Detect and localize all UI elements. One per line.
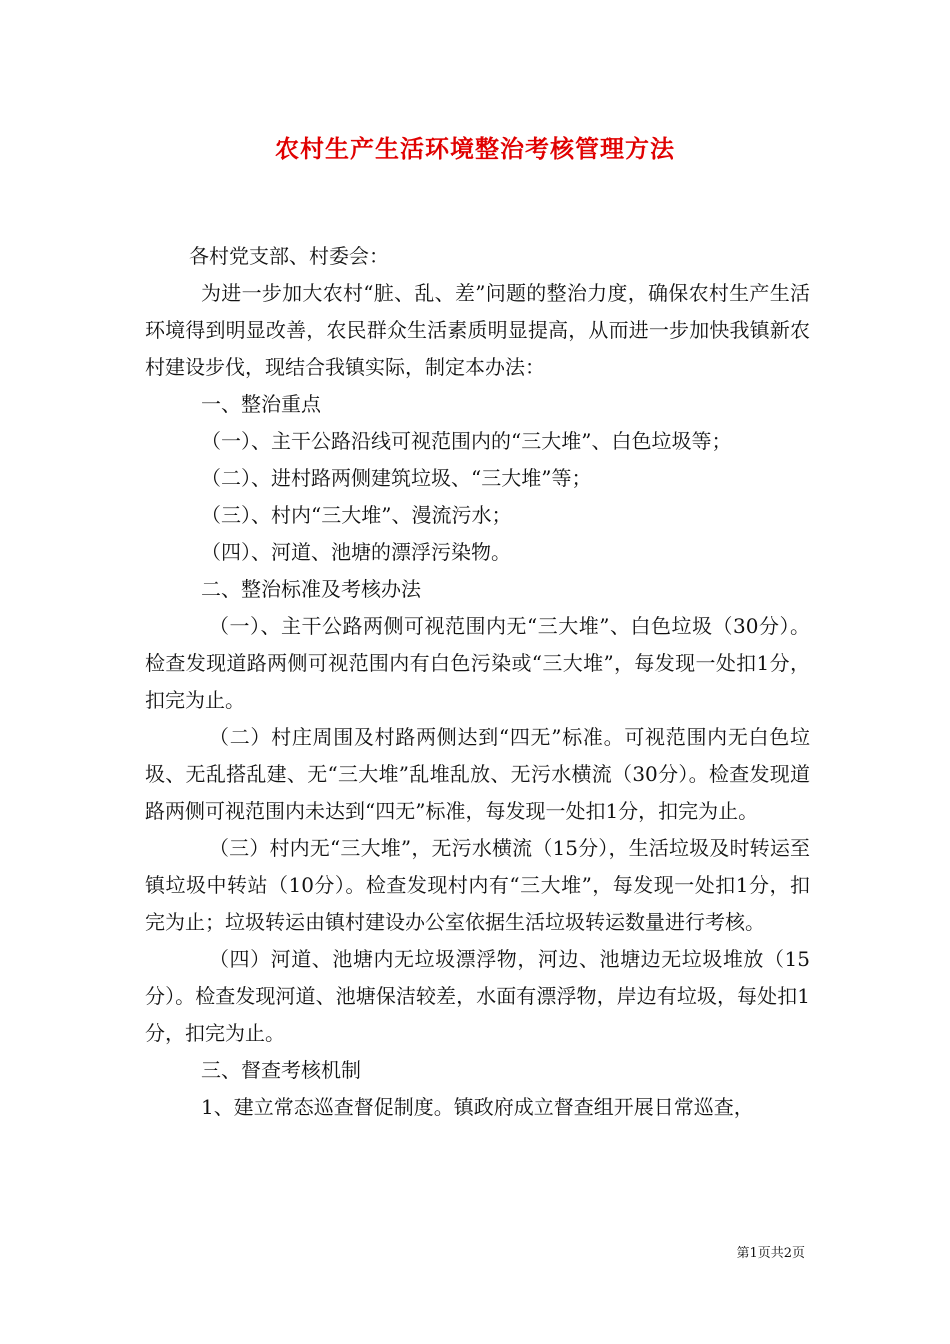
list-item-focus-4: （四）、河道、池塘的漂浮污染物。: [201, 540, 511, 564]
standard-paragraph-3: （三）村内无“三大堆”，无污水横流（15分），生活垃圾及时转运至镇垃圾中转站（10分）。检查发现村内有“三大堆”，每发现一处扣1分，扣完为止；垃圾转运由镇村建设办公室依据生活垃圾转运数量进行考核。: [145, 836, 810, 934]
standard-paragraph-4: （四）河道、池塘内无垃圾漂浮物，河边、池塘边无垃圾堆放（15分）。检查发现河道、池塘保洁较差，水面有漂浮物，岸边有垃圾，每处扣1分，扣完为止。: [145, 947, 810, 1045]
standard-paragraph-2: （二）村庄周围及村路两侧达到“四无”标准。可视范围内无白色垃圾、无乱搭乱建、无“三大堆”乱堆乱放、无污水横流（30分）。检查发现道路两侧可视范围内未达到“四无”标准，每发现一处扣1分，扣完为止。: [145, 725, 810, 823]
standard-paragraph-1: （一）、主干公路两侧可视范围内无“三大堆”、白色垃圾（30分）。检查发现道路两侧可视范围内有白色污染或“三大堆”，每发现一处扣1分，扣完为止。: [145, 614, 810, 712]
section-heading-1: 一、整治重点: [201, 392, 321, 416]
list-item-focus-2: （二）、进村路两侧建筑垃圾、“三大堆”等；: [201, 466, 592, 490]
list-item-focus-1: （一）、主干公路沿线可视范围内的“三大堆”、白色垃圾等；: [201, 429, 732, 453]
salutation: 各村党支部、村委会：: [189, 244, 389, 268]
document-body: [145, 238, 810, 1126]
document-title: 农村生产生活环境整治考核管理方法: [275, 134, 675, 163]
section-heading-2: 二、整治标准及考核办法: [201, 577, 421, 601]
section-heading-3: 三、督查考核机制: [201, 1058, 361, 1082]
mechanism-paragraph-1: 1、建立常态巡查督促制度。镇政府成立督查组开展日常巡查，: [201, 1095, 754, 1119]
intro-paragraph: 为进一步加大农村“脏、乱、差”问题的整治力度，确保农村生产生活环境得到明显改善，农民群众生活素质明显提高，从而进一步加快我镇新农村建设步伐，现结合我镇实际，制定本办法：: [145, 281, 810, 379]
page-number-footer: 第1页共2页: [736, 1246, 805, 1261]
list-item-focus-3: （三）、村内“三大堆”、漫流污水；: [201, 503, 512, 527]
